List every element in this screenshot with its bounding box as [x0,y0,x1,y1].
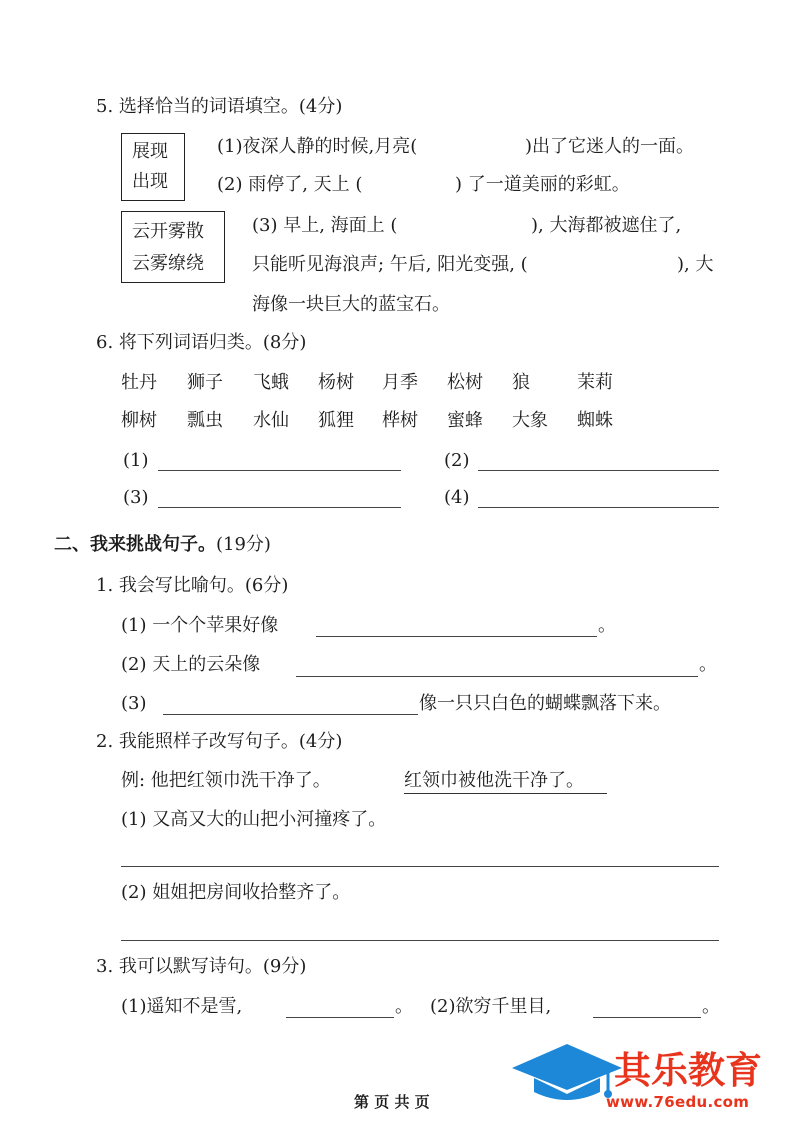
s2-q1-sentence-2-start: (2) 天上的云朵像 [121,654,261,675]
s2-q2-example-original: 例: 他把红领巾洗干净了。 [121,770,331,791]
s2-q1-sentence-1-start: (1) 一个个苹果好像 [121,615,279,636]
q6-word: 茉莉 [577,372,613,393]
s2-q3-poem-2-start: (2)欲穷千里目, [430,996,552,1017]
q6-word: 月季 [382,372,418,393]
s2-q1-sentence-2-answer-line[interactable] [296,676,698,677]
s2-q3-poem-2-answer-line[interactable] [593,1017,701,1018]
s2-q2-sentence-2: (2) 姐姐把房间收拾整齐了。 [121,882,351,903]
s2-q2-example-rewritten: 红领巾被他洗干净了。 [404,772,607,794]
q6-word: 狼 [512,372,530,393]
s2-q3-poem-1-end: 。 [395,996,413,1017]
q5-line-4-end: ), 大 [677,254,714,275]
s2-q3-poem-1-start: (1)遥知不是雪, [121,996,243,1017]
q6-category-1-answer-line[interactable] [158,470,401,471]
s2-q2-sentence-1-answer-line[interactable] [121,866,719,867]
q6-category-2-answer-line[interactable] [478,470,719,471]
q5-line-2-start: (2) 雨停了, 天上 ( [217,174,363,195]
q5-line-4-start: 只能听见海浪声; 午后, 阳光变强, ( [252,254,528,275]
q6-category-3-answer-line[interactable] [158,507,401,508]
q5-line-2-end: ) 了一道美丽的彩虹。 [455,174,630,195]
s2-q1-sentence-1-answer-line[interactable] [316,636,597,637]
q6-word: 瓢虫 [187,410,223,431]
word-box-2-word-2: 云雾缭绕 [132,253,204,274]
word-box-1-word-1: 展现 [132,141,168,162]
q5-line-3-start: (3) 早上, 海面上 ( [252,215,398,236]
q6-category-4-answer-line[interactable] [478,507,719,508]
s2-q3-poem-2-end: 。 [702,996,720,1017]
page-footer: 第 页 共 页 [354,1093,430,1111]
s2-q2-sentence-1: (1) 又高又大的山把小河撞疼了。 [121,809,387,830]
q5-line-1-start: (1)夜深人静的时候,月亮( [217,136,418,157]
q6-word: 狐狸 [318,410,354,431]
q6-word: 蜘蛛 [577,410,613,431]
q6-word: 松树 [447,372,483,393]
word-box-1 [121,133,185,201]
q5-line-5: 海像一块巨大的蓝宝石。 [252,294,450,315]
q6-word: 柳树 [121,410,157,431]
s2-q1-title: 1. 我会写比喻句。(6分) [96,575,289,596]
q6-category-2-label: (2) [444,450,470,471]
q6-word: 大象 [512,410,548,431]
s2-q2-sentence-2-answer-line[interactable] [121,940,719,941]
logo-url: www.76edu.com [606,1093,750,1111]
q5-line-1-end: )出了它迷人的一面。 [525,136,695,157]
q6-word: 水仙 [253,410,289,431]
s2-q3-title: 3. 我可以默写诗句。(9分) [96,956,307,977]
s2-q3-poem-1-answer-line[interactable] [286,1017,394,1018]
section-2-score: (19分) [216,534,271,555]
word-box-1-word-2: 出现 [132,171,168,192]
q6-category-1-label: (1) [123,450,149,471]
s2-q1-sentence-3-answer-line[interactable] [163,714,418,715]
q6-word: 飞蛾 [253,372,289,393]
s2-q1-sentence-1-end: 。 [598,615,616,636]
word-box-2-word-1: 云开雾散 [132,221,204,242]
q6-category-4-label: (4) [444,487,470,508]
q5-title: 5. 选择恰当的词语填空。(4分) [96,96,343,117]
q6-category-3-label: (3) [123,487,149,508]
s2-q2-title: 2. 我能照样子改写句子。(4分) [96,731,343,752]
section-2-heading [54,536,271,554]
q6-word: 牡丹 [121,372,157,393]
s2-q1-sentence-3-end: 像一只只白色的蝴蝶飘落下来。 [419,693,671,714]
q6-word: 桦树 [382,410,418,431]
q6-word: 杨树 [318,372,354,393]
s2-q1-sentence-2-end: 。 [699,654,717,675]
q6-word: 蜜蜂 [447,410,483,431]
s2-q1-sentence-3-start: (3) [121,693,147,714]
word-box-2 [121,211,225,283]
q6-word: 狮子 [187,372,223,393]
q6-title: 6. 将下列词语归类。(8分) [96,332,307,353]
logo-name: 其乐教育 [614,1049,762,1092]
section-2-title: 二、我来挑战句子。 [54,534,216,555]
q5-line-3-end: ), 大海都被遮住了, [531,215,682,236]
